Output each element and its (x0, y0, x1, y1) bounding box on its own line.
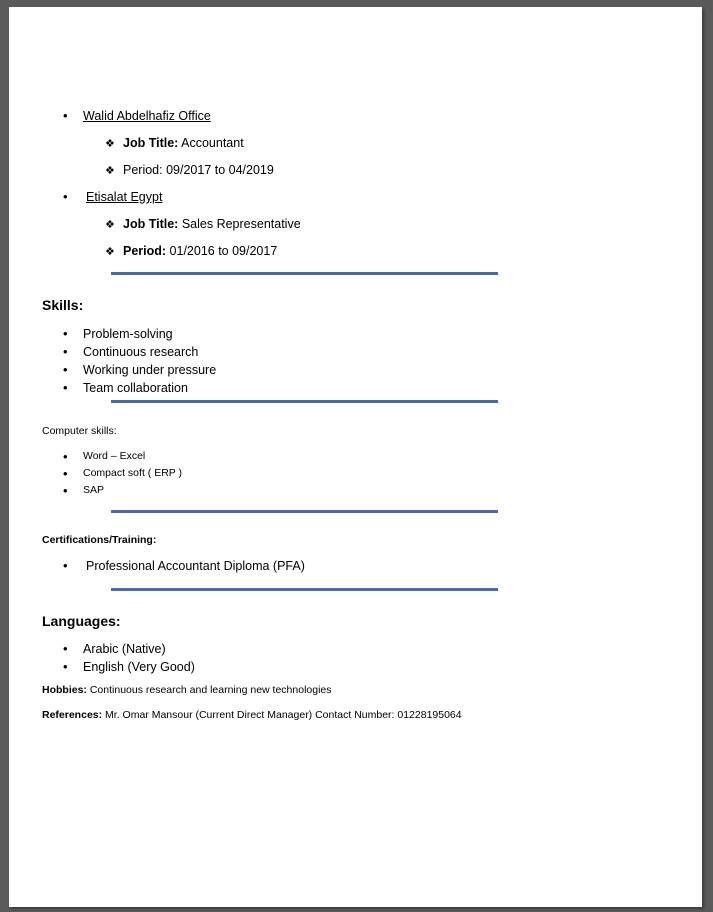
bullet-icon (63, 483, 68, 498)
bullet-icon (63, 558, 68, 573)
section-divider (111, 510, 498, 513)
language-item: English (Very Good) (83, 660, 195, 674)
bullet-icon (63, 326, 68, 341)
job-title-line (123, 217, 301, 231)
computer-skill-item: Compact soft ( ERP ) (83, 467, 183, 479)
computer-skill-item: Word – Excel (83, 450, 146, 462)
bullet-icon (63, 466, 68, 481)
company-name: Walid Abdelhafiz Office (83, 109, 211, 123)
references-line (42, 709, 462, 721)
references-label: References: (42, 709, 103, 721)
bullet-icon (63, 659, 68, 674)
period-line (123, 163, 274, 177)
computer-skill-item: SAP (83, 484, 105, 496)
job-title-label: Job Title: (123, 217, 179, 231)
job-title-line (123, 136, 244, 150)
section-divider (111, 588, 498, 591)
bullet-icon (63, 449, 68, 464)
section-divider (111, 400, 498, 403)
skill-item: Working under pressure (83, 363, 217, 377)
diamond-bullet-icon: ❖ (105, 219, 115, 231)
skills-heading: Skills: (42, 297, 84, 313)
bullet-icon (63, 108, 68, 123)
skill-item: Problem-solving (83, 327, 173, 341)
job-title-value: Accountant (181, 136, 244, 150)
diamond-bullet-icon: ❖ (105, 138, 115, 150)
diamond-bullet-icon: ❖ (105, 246, 115, 258)
diamond-bullet-icon: ❖ (105, 165, 115, 177)
certifications-heading: Certifications/Training: (42, 534, 157, 546)
period-label: Period: (123, 244, 167, 258)
bullet-icon (63, 344, 68, 359)
period-value: 01/2016 to 09/2017 (169, 244, 278, 258)
bullet-icon (63, 380, 68, 395)
bullet-icon (63, 189, 68, 204)
period-label: Period: (123, 163, 163, 177)
languages-heading: Languages: (42, 613, 121, 629)
section-divider (111, 272, 498, 275)
language-item: Arabic (Native) (83, 642, 166, 656)
period-value: 09/2017 to 04/2019 (166, 163, 274, 177)
period-line (123, 244, 277, 258)
skill-item: Continuous research (83, 345, 199, 359)
skill-item: Team collaboration (83, 381, 188, 395)
job-title-value: Sales Representative (181, 217, 301, 231)
hobbies-label: Hobbies: (42, 684, 87, 696)
hobbies-value: Continuous research and learning new technologies (89, 684, 332, 696)
bullet-icon (63, 362, 68, 377)
certification-item: Professional Accountant Diploma (PFA) (86, 559, 305, 573)
hobbies-line (42, 684, 332, 696)
references-value: Mr. Omar Mansour (Current Direct Manager) Contact Number: 01228195064 (105, 709, 462, 721)
document-page (9, 7, 702, 907)
bullet-icon (63, 641, 68, 656)
job-title-label: Job Title: (123, 136, 179, 150)
company-name: Etisalat Egypt (86, 190, 163, 204)
computer-skills-heading: Computer skills: (42, 425, 117, 437)
